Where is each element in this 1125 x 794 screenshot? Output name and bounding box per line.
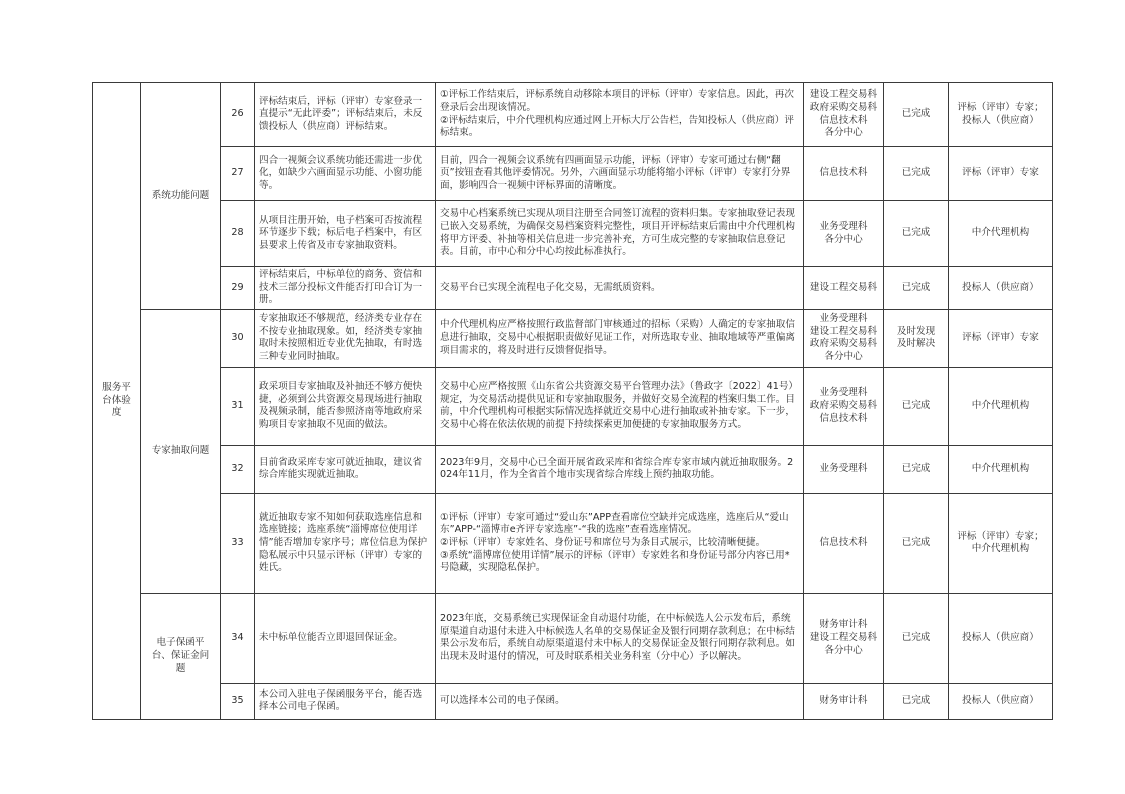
target-cell: 中介代理机构 xyxy=(949,201,1053,267)
response-cell: ①评标工作结束后，评标系统自动移除本项目的评标（评审）专家信息。因此，再次登录后会出现该情况。 ②评标结束后，中介代理机构应通过网上开标大厅公告栏，告知投标人（供应商）评标结束。 xyxy=(436,83,804,147)
table-row xyxy=(93,201,1053,267)
row-number: 35 xyxy=(221,683,255,719)
target-cell: 中介代理机构 xyxy=(949,445,1053,493)
department-cell: 财务审计科 xyxy=(804,683,884,719)
target-cell: 投标人（供应商） xyxy=(949,593,1053,683)
table-row xyxy=(93,367,1053,445)
issue-cell: 未中标单位能否立即退回保证金。 xyxy=(255,593,436,683)
status-cell: 已完成 xyxy=(884,593,949,683)
department-cell: 业务受理科 各分中心 xyxy=(804,201,884,267)
target-cell: 中介代理机构 xyxy=(949,367,1053,445)
target-cell: 投标人（供应商） xyxy=(949,267,1053,310)
row-number: 27 xyxy=(221,147,255,201)
issue-cell: 评标结束后，评标（评审）专家登录一直提示“无此评委”；评标结束后，未反馈投标人（供应商）评标结束。 xyxy=(255,83,436,147)
response-cell: 2023年底，交易系统已实现保证金自动退付功能，在中标候选人公示发布后，系统原渠道自动退付未进入中标候选人名单的交易保证金及银行同期存款利息；在中标结果公示发布后，系统自动原渠道退付未中标人的交易保证金及银行同期存款利息。如出现未及时退付的情况，可及时联系相关业务科室（分中心）予以解决。 xyxy=(436,593,804,683)
status-cell: 已完成 xyxy=(884,147,949,201)
table-row xyxy=(93,83,1053,147)
issue-cell: 专家抽取还不够规范，经济类专业存在不按专业抽取现象。如，经济类专家抽取时未按照相近专业优先抽取，有时选三种专业同时抽取。 xyxy=(255,309,436,367)
row-number: 28 xyxy=(221,201,255,267)
table-row xyxy=(93,147,1053,201)
response-cell: 2023年9月，交易中心已全面开展省政采库和省综合库专家市域内就近抽取服务。2024年11月，作为全省首个地市实现省综合库线上预约抽取功能。 xyxy=(436,445,804,493)
status-cell: 已完成 xyxy=(884,201,949,267)
target-cell: 投标人（供应商） xyxy=(949,683,1053,719)
department-cell: 信息技术科 xyxy=(804,493,884,593)
subcategory-cell: 系统功能问题 xyxy=(141,83,221,310)
table-row xyxy=(93,683,1053,719)
target-cell: 评标（评审）专家 xyxy=(949,309,1053,367)
feedback-table xyxy=(92,82,1053,720)
department-cell: 信息技术科 xyxy=(804,147,884,201)
response-cell: 可以选择本公司的电子保函。 xyxy=(436,683,804,719)
issue-cell: 目前省政采库专家可就近抽取，建议省综合库能实现就近抽取。 xyxy=(255,445,436,493)
table-row xyxy=(93,493,1053,593)
status-cell: 已完成 xyxy=(884,445,949,493)
issue-cell: 就近抽取专家不知如何获取选座信息和选座链接；选座系统“淄博席位使用详情”能否增加专家序号；席位信息为保护隐私展示中只显示评标（评审）专家的姓氏。 xyxy=(255,493,436,593)
response-cell: 中介代理机构应严格按照行政监督部门审核通过的招标（采购）人确定的专家抽取信息进行抽取，交易中心根据职责做好见证工作，对所选取专业、抽取地域等严重偏离项目需求的，将及时进行反馈督促指导。 xyxy=(436,309,804,367)
department-cell: 财务审计科 建设工程交易科 各分中心 xyxy=(804,593,884,683)
response-cell: 交易中心应严格按照《山东省公共资源交易平台管理办法》（鲁政字〔2022〕41号）规定，为交易活动提供见证和专家抽取服务，并做好交易全流程的档案归集工作。目前，中介代理机构可根据实际情况选择就近交易中心进行抽取或补抽专家。下一步，交易中心将在依法依规的前提下持续探索更加便捷的专家抽取服务方式。 xyxy=(436,367,804,445)
response-cell: ①评标（评审）专家可通过“爱山东”APP查看席位空缺并完成选座，选座后从“爱山东”APP-“淄博市e齐评专家选座”-“我的选座”查看选座情况。 ②评标（评审）专家姓名、身份证号和席位号为条目式展示，比较清晰便捷。 ③系统“淄博席位使用详情”展示的评标（评审）专家姓名和身份证号部分内容已用*号隐藏，实现隐私保护。 xyxy=(436,493,804,593)
table-row xyxy=(93,309,1053,367)
response-cell: 目前，四合一视频会议系统有四画面显示功能，评标（评审）专家可通过右侧“翻页”按钮查看其他评委情况。另外，六画面显示功能将缩小评标（评审）专家打分界面，影响四合一视频中评标界面的清晰度。 xyxy=(436,147,804,201)
issue-cell: 本公司入驻电子保函服务平台，能否选择本公司电子保函。 xyxy=(255,683,436,719)
status-cell: 已完成 xyxy=(884,683,949,719)
issue-cell: 政采项目专家抽取及补抽还不够方便快捷，必须到公共资源交易现场进行抽取及视频录制，能否参照济南等地政府采购项目专家抽取不见面的做法。 xyxy=(255,367,436,445)
category-cell: 服务平台体验度 xyxy=(93,83,141,720)
department-cell: 建设工程交易科 政府采购交易科 信息技术科 各分中心 xyxy=(804,83,884,147)
row-number: 29 xyxy=(221,267,255,310)
row-number: 30 xyxy=(221,309,255,367)
status-cell: 已完成 xyxy=(884,367,949,445)
row-number: 34 xyxy=(221,593,255,683)
department-cell: 业务受理科 政府采购交易科 信息技术科 xyxy=(804,367,884,445)
row-number: 33 xyxy=(221,493,255,593)
status-cell: 及时发现 及时解决 xyxy=(884,309,949,367)
status-cell: 已完成 xyxy=(884,267,949,310)
status-cell: 已完成 xyxy=(884,493,949,593)
issue-cell: 四合一视频会议系统功能还需进一步优化，如缺少六画面显示功能、小窗功能等。 xyxy=(255,147,436,201)
department-cell: 业务受理科 建设工程交易科 政府采购交易科 各分中心 xyxy=(804,309,884,367)
issue-cell: 从项目注册开始，电子档案可否按流程环节逐步下载；标后电子档案中，有区县要求上传省及市专家抽取资料。 xyxy=(255,201,436,267)
subcategory-cell: 专家抽取问题 xyxy=(141,309,221,593)
table-row xyxy=(93,593,1053,683)
department-cell: 业务受理科 xyxy=(804,445,884,493)
response-cell: 交易平台已实现全流程电子化交易，无需纸质资料。 xyxy=(436,267,804,310)
row-number: 31 xyxy=(221,367,255,445)
status-cell: 已完成 xyxy=(884,83,949,147)
department-cell: 建设工程交易科 xyxy=(804,267,884,310)
table-row xyxy=(93,445,1053,493)
target-cell: 评标（评审）专家 xyxy=(949,147,1053,201)
row-number: 32 xyxy=(221,445,255,493)
response-cell: 交易中心档案系统已实现从项目注册至合同签订流程的资料归集。专家抽取登记表现已嵌入交易系统，为确保交易档案资料完整性，项目开评标结束后需由中介代理机构将甲方评委、补抽等相关信息进一步完善补充，方可生成完整的专家抽取信息登记表。目前，市中心和分中心均按此标准执行。 xyxy=(436,201,804,267)
table-row xyxy=(93,267,1053,310)
row-number: 26 xyxy=(221,83,255,147)
issue-cell: 评标结束后，中标单位的商务、资信和技术三部分投标文件能否打印合订为一册。 xyxy=(255,267,436,310)
target-cell: 评标（评审）专家；投标人（供应商） xyxy=(949,83,1053,147)
subcategory-cell: 电子保函平台、保证金问题 xyxy=(141,593,221,719)
target-cell: 评标（评审）专家；中介代理机构 xyxy=(949,493,1053,593)
